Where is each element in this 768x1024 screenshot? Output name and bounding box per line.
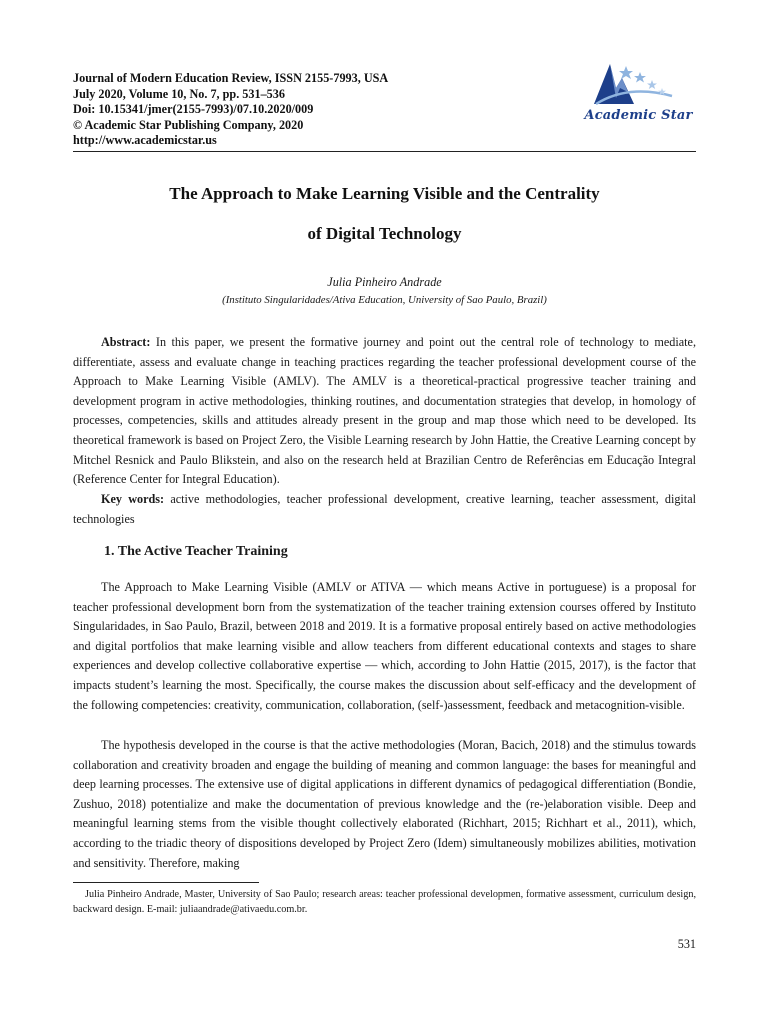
journal-line: Journal of Modern Education Review, ISSN 2155-7993, USA [73,71,389,85]
copyright-line: © Academic Star Publishing Company, 2020 [73,117,304,132]
paper-title-line-2: of Digital Technology [307,224,462,243]
abstract-label: Abstract: [101,335,151,349]
star-logo-icon [576,58,701,110]
logo-text: Academic Star [584,108,693,123]
journal-header [73,71,553,149]
author-affiliation: (Instituto Singularidades/Ativa Education, University of Sao Paulo, Brazil) [222,294,547,306]
abstract [73,333,696,490]
academic-star-logo [576,58,701,130]
footnote-divider [73,882,259,883]
section-heading: 1. The Active Teacher Training [104,544,288,559]
footnote: Julia Pinheiro Andrade, Master, University of Sao Paulo; research areas: teacher professional developmen, formative assessment, curriculum design, backward design. E-mail: juliaandrade@ativaedu.com.br. [73,889,696,915]
keywords-text: active methodologies, teacher professional development, creative learning, teacher assessment, digital technologies [73,492,696,526]
abstract-text: In this paper, we present the formative journey and point out the central role of technology to mediate, differentiate, assess and evaluate change in teaching practices regarding the teacher professional development course of the Approach to Make Learning Visible (AMLV). The AMLV is a theoretical-practical progressive teacher training and development program in active methodologies, thinking routines, and documentation strategies that develop, in homology of processes, competencies, skills and attitudes already present in the group and map those which need to be developed. Its theoretical framework is based on Project Zero, the Visible Learning research by John Hattie, the Creative Learning concept by Mitchel Resnick and Paulo Blikstein, and also on the research held at Brazilian Centro de Referências em Educação Integral (Reference Center for Integral Education). [73,335,696,487]
url-line: http://www.academicstar.us [73,133,217,148]
author-name: Julia Pinheiro Andrade [327,275,442,289]
page-number: 531 [677,937,696,951]
doi-line: Doi: 10.15341/jmer(2155-7993)/07.10.2020/009 [73,102,314,117]
header-divider [73,151,696,152]
body-paragraph-1: The Approach to Make Learning Visible (AMLV or ATIVA — which means Active in portuguese) is a proposal for teacher professional development born from the systematization of the teacher training extension courses offered by Instituto Singularidades, in Sao Paulo, Brazil, between 2018 and 2019. It is a formative proposal entirely based on active methodologies and digital portfolios that make learning visible and allow teachers from different educational contexts and stages to share experiences and develop collective collaborative expertise — which, according to John Hattie (2015, 2017), is the factor that impacts student’s learning the most. Specifically, the course makes the discussion about self-efficacy and the development of the following competencies: creativity, communication, collaboration, (self-)assessment, feedback and metacognition-visible. [73,580,696,712]
keywords-label: Key words: [101,492,165,506]
issue-line: July 2020, Volume 10, No. 7, pp. 531–536 [73,86,285,101]
body-paragraph-2: The hypothesis developed in the course is that the active methodologies (Moran, Bacich, 2018) and the stimulus towards collaboration and creativity broaden and engage the building of meaning and common language: the bases for meaningful and deep learning processes. The extensive use of digital applications in different dynamics of pedagogical differentiation (Bondie, Zushuo, 2018) potentialize and make the documentation of previous knowledge and the (re-)elaboration visible. Deep and meaningful learning stems from the visible thought collectively elaborated (Richhart, 2015; Richhart et al., 2011), which, according to the triadic theory of dispositions developed by Project Zero (Idem) simultaneously mobilizes abilities, motivation and sensitivity. Therefore, making [73,738,696,870]
keywords [73,490,696,529]
paper-title-line-1: The Approach to Make Learning Visible and the Centrality [169,184,600,203]
